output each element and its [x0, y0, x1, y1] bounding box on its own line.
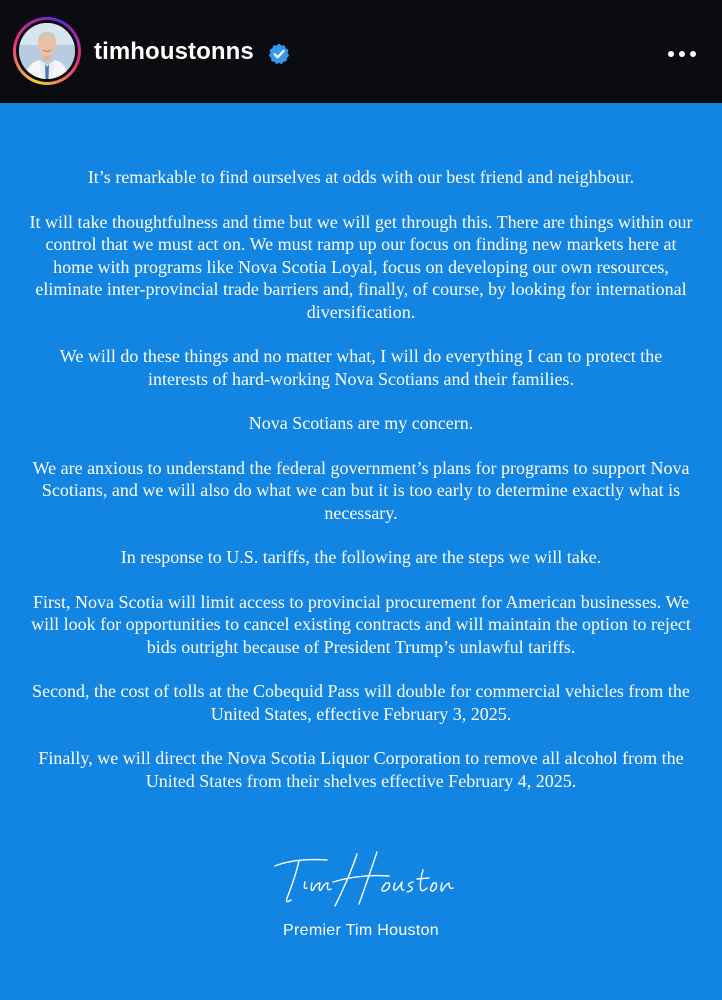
statement-paragraph: Nova Scotians are my concern.	[248, 413, 474, 433]
signature-title: Premier Tim Houston	[283, 922, 439, 939]
verified-badge-icon	[267, 42, 291, 66]
statement-paragraph: Second, the cost of tolls at the Cobequid Pass will double for commercial vehicles from the United States, effective February 3, 2025.	[32, 681, 690, 724]
story-ring[interactable]	[13, 17, 81, 85]
username[interactable]: timhoustonns	[94, 38, 254, 65]
statement-text	[0, 166, 722, 814]
statement-paragraph: First, Nova Scotia will limit access to provincial procurement for American businesses. We will look for opportunities to cancel existing contracts and will maintain the option to reject bids outright because of President Trump’s unlawful tariffs.	[31, 591, 691, 657]
avatar-portrait-icon	[19, 23, 75, 79]
handwritten-signature	[265, 848, 457, 918]
statement-paragraph: We are anxious to understand the federal government’s plans for programs to support Nova Scotians, and we will also do what we can but it is too early to determine exactly what is necessary.	[32, 457, 690, 523]
post-image[interactable]	[0, 103, 722, 1000]
statement-paragraph: It will take thoughtfulness and time but we will get through this. There are things within our control that we must act on. We must ramp up our focus on finding new markets here at home with programs like Nova Scotia Loyal, focus on developing our own resources, eliminate inter-provincial trade barriers and, finally, of course, by looking for international diversification.	[29, 211, 693, 322]
post-header	[0, 0, 722, 103]
statement-paragraph: We will do these things and no matter what, I will do everything I can to protect the interests of hard-working Nova Scotians and their families.	[59, 346, 663, 389]
statement-paragraph: In response to U.S. tariffs, the following are the steps we will take.	[120, 547, 602, 567]
avatar[interactable]	[19, 23, 75, 79]
more-horizontal-icon[interactable]	[662, 40, 702, 68]
statement-paragraph: It’s remarkable to find ourselves at odds with our best friend and neighbour.	[87, 167, 635, 187]
statement-paragraph: Finally, we will direct the Nova Scotia Liquor Corporation to remove all alcohol from the United States from their shelves effective February 4, 2025.	[38, 748, 684, 791]
